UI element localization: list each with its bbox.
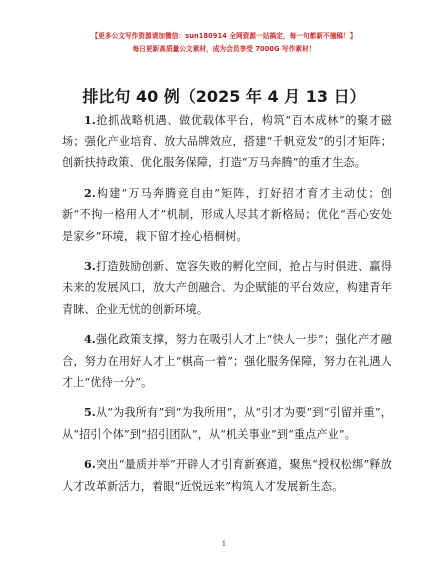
paragraph-1	[62, 110, 392, 174]
paragraph-5	[62, 402, 392, 444]
paragraph-text: 强化政策支撑，努力在吸引人才上“快人一步”；强化产才融合，努力在用好人才上“棋高一着”；强化服务保障，努力在礼遇人才上“优待一分”。	[62, 333, 392, 389]
paragraph-number: 3.	[84, 260, 96, 274]
paragraph-4	[62, 329, 392, 393]
paragraph-number: 4.	[84, 333, 96, 347]
document-body	[62, 110, 392, 506]
paragraph-2	[62, 183, 392, 247]
paragraph-text: 打造鼓励创新、宽容失败的孵化空间，抢占与时俱进、赢得未来的发展风口，放大产创融合、为企赋能的平台效应，构建青年青睐、企业无忧的创新环境。	[62, 260, 392, 316]
paragraph-text: 突出“量质并举”开辟人才引育新赛道，聚焦“授权松绑”释放人才改革新活力，着眼“近悦远来”构筑人才发展新生态。	[62, 458, 392, 493]
page-number: 1	[221, 540, 227, 548]
promo-banner-line-1: 【更多公文写作资源请加微信：sun180914 全网资源一站搞定，每一句都新不撞稿！】	[91, 32, 357, 40]
paragraph-text: 抢抓战略机遇、做优载体平台，构筑“百木成林”的聚才磁场；强化产业培育、放大品牌效应，搭建“千帆竞发”的引才矩阵；创新扶持政策、优化服务保障，打造“万马奔腾”的重才生态。	[62, 114, 392, 170]
paragraph-3	[62, 256, 392, 320]
paragraph-number: 1.	[84, 114, 96, 127]
paragraph-text: 构建“万马奔腾竞自由”矩阵，打好招才育才主动仗；创新“不拘一格用人才”机制，形成人尽其才新格局；优化“吾心安处是家乡”环境，栽下留才拴心梧桐树。	[62, 187, 392, 243]
document-title: 排比句 40 例（2025 年 4 月 13 日）	[82, 87, 366, 106]
paragraph-6	[62, 454, 392, 496]
paragraph-number: 2.	[84, 187, 96, 201]
paragraph-text: 从“为我所有”到“为我所用”，从“引才为要”到“引留并重”，从“招引个体”到“招引团队”，从“机关事业”到“重点产业”。	[62, 406, 392, 441]
paragraph-number: 5.	[84, 406, 96, 420]
paragraph-number: 6.	[84, 458, 96, 472]
promo-banner-line-2: 每日更新高质量公文素材，成为会员享受 7000G 写作素材！	[132, 45, 316, 53]
